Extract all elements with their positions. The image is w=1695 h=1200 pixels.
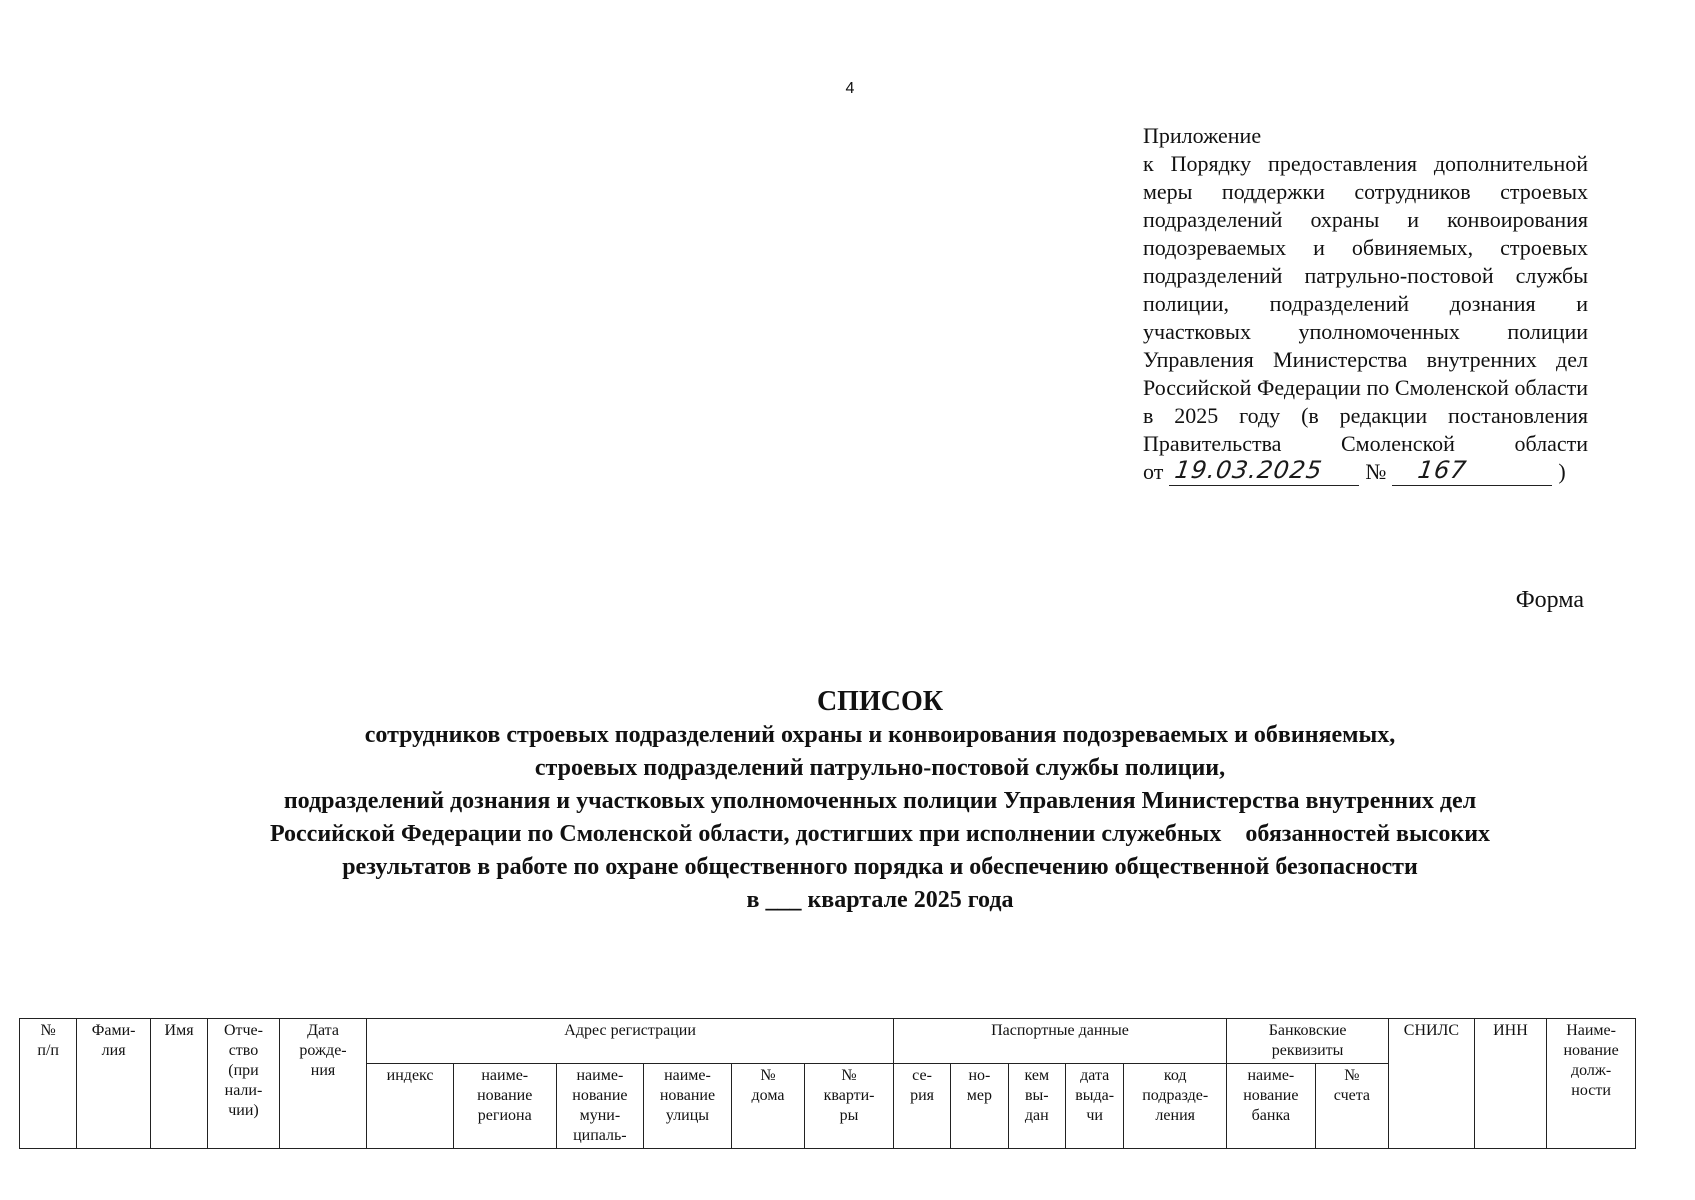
col-name: Имя <box>150 1019 207 1149</box>
col-passport-series: се- рия <box>893 1064 950 1149</box>
title-line: подразделений дознания и участковых уполномоченных полиции Управления Министерства внутренних дел <box>283 788 1477 814</box>
col-address-municipality: наиме- нование муни- ципаль- <box>556 1064 644 1149</box>
col-patronymic: Отче- ство (при нали- чии) <box>208 1019 279 1149</box>
title-line: результатов в работе по охране общественного порядка и обеспечению общественной безопасности <box>342 854 1418 880</box>
col-passport-unit-code: код подразде- ления <box>1124 1064 1227 1149</box>
col-inn: ИНН <box>1474 1019 1546 1149</box>
title-line: в ___ квартале 2025 года <box>746 887 1014 913</box>
page-number: 4 <box>845 80 855 97</box>
closing-paren: ) <box>1558 459 1566 484</box>
title-line: Российской Федерации по Смоленской области, достигших при исполнении служебных обязанностей высоких <box>269 821 1491 847</box>
col-address-region: наиме- нование региона <box>453 1064 556 1149</box>
col-group-address: Адрес регистрации <box>367 1019 894 1064</box>
col-group-passport: Паспортные данные <box>893 1019 1226 1064</box>
document-title <box>60 685 1695 917</box>
col-passport-issuer: кем вы- дан <box>1008 1064 1065 1149</box>
appendix-block <box>1143 122 1588 486</box>
employee-list-table <box>19 1018 1636 1149</box>
col-number: № п/п <box>20 1019 77 1149</box>
number-field <box>1392 456 1552 486</box>
col-birth-date: Дата рожде- ния <box>279 1019 367 1149</box>
col-address-apartment: № кварти- ры <box>805 1064 894 1149</box>
appendix-body: к Порядку предоставления дополнительной меры поддержки сотрудников строевых подразделений охраны и конвоирования подозреваемых и обвиняемых, строевых подразделений патрульно-постовой службы полиции, подразделений дознания и участковых уполномоченных полиции Управления Министерства внутренних дел Российской Федерации по Смоленской области в 2025 году (в редакции постановления Правительства Смоленской области <box>1143 151 1588 456</box>
appendix-reference <box>1143 458 1588 486</box>
col-address-house: № дома <box>731 1064 804 1149</box>
col-passport-issue-date: дата выда- чи <box>1065 1064 1123 1149</box>
title-line: строевых подразделений патрульно-постовой службы полиции, <box>534 755 1226 781</box>
handwritten-number: 167 <box>1416 456 1470 484</box>
handwritten-date: 19.03.2025 <box>1173 456 1325 484</box>
col-position: Наиме- нование долж- ности <box>1547 1019 1636 1149</box>
col-group-bank: Банковские реквизиты <box>1227 1019 1389 1064</box>
date-field <box>1169 456 1359 486</box>
col-surname: Фами- лия <box>77 1019 150 1149</box>
from-label: от <box>1143 459 1164 484</box>
col-bank-name: наиме- нование банка <box>1227 1064 1316 1149</box>
number-label: № <box>1365 459 1387 484</box>
col-passport-number: но- мер <box>951 1064 1008 1149</box>
form-label: Форма <box>1515 587 1584 613</box>
col-snils: СНИЛС <box>1389 1019 1475 1149</box>
col-bank-account: № счета <box>1315 1064 1388 1149</box>
table-header-row <box>20 1019 1636 1064</box>
appendix-heading: Приложение <box>1143 123 1262 148</box>
title-main: СПИСОК <box>816 686 944 717</box>
title-line: сотрудников строевых подразделений охраны и конвоирования подозреваемых и обвиняемых, <box>364 722 1396 748</box>
col-address-index: индекс <box>367 1064 454 1149</box>
col-address-street: наиме- нование улицы <box>644 1064 732 1149</box>
